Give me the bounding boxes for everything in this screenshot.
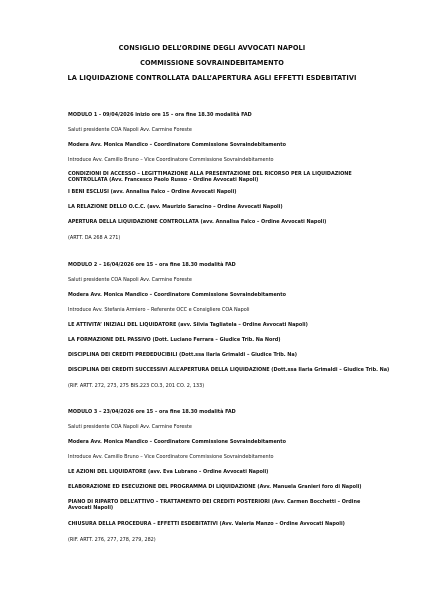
module1-topic-4: APERTURA DELLA LIQUIDAZIONE CONTROLLATA (avv. Annalisa Falco – Ordine Avvocati Napoli)	[68, 219, 327, 225]
module2-topic-2: LA FORMAZIONE DEL PASSIVO (Dott. Luciano Ferrara – Giudice Trib. Na Nord)	[68, 337, 281, 343]
module3-title: MODULO 3 – 23/04/2026 ore 15 – ora fine 18.30 modalità FAD	[68, 409, 236, 415]
module2-moderator: Modera Avv. Monica Mandico – Coordinatore Commissione Sovraindebitamento	[68, 292, 286, 298]
module2-title: MODULO 2 – 16/04/2026 ore 15 – ora fine 18.30 modalità FAD	[68, 262, 236, 268]
module2-references: (RIF. ARTT. 272, 273, 275 BIS.223 CO.3, 201 CO. 2, 133)	[68, 383, 205, 389]
module3-greeting: Saluti presidente COA Napoli Avv. Carmine Foreste	[68, 424, 192, 430]
module1-topic-3: LA RELAZIONE DELLO O.C.C. (avv. Maurizio Saracino – Ordine Avvocati Napoli)	[68, 204, 283, 210]
module3-topic-2: ELABORAZIONE ED ESECUZIONE DEL PROGRAMMA DI LIQUIDAZIONE (Avv. Manuela Granieri foro di Napoli)	[68, 484, 362, 490]
header-line-1: CONSIGLIO DELL’ORDINE DEGLI AVVOCATI NAPOLI	[118, 44, 306, 52]
module3-topic-4: CHIUSURA DELLA PROCEDURA – EFFETTI ESDEBITATIVI (Avv. Valeria Manzo – Ordine Avvocati Napoli)	[68, 521, 345, 527]
module2-greeting: Saluti presidente COA Napoli Avv. Carmine Foreste	[68, 277, 192, 283]
module2-intro: Introduce Avv. Stefania Armiero – Referente OCC e Consigliere COA Napoli	[68, 307, 250, 313]
module2-topic-1: LE ATTIVITA’ INIZIALI DEL LIQUIDATORE (avv. Silvia Tagliatela – Ordine Avvocati Napoli)	[68, 322, 308, 328]
module1-topic-1: CONDIZIONI DI ACCESSO – LEGITTIMAZIONE ALLA PRESENTAZIONE DEL RICORSO PER LA LIQUIDAZIONE CONTROLLATA (Avv. Francesco Paolo Russo – Ordine Avvocati Napoli)	[68, 171, 352, 184]
module3-topic-1: LE AZIONI DEL LIQUIDATORE (avv. Eva Lubrano – Ordine Avvocati Napoli)	[68, 469, 269, 475]
module3-topic-3: PIANO DI RIPARTO DELL’ATTIVO – TRATTAMENTO DEI CREDITI POSTERIORI (Avv. Carmen Bocchetti – Ordine Avvocati Napoli)	[68, 499, 361, 512]
header-line-2: COMMISSIONE SOVRAINDEBITAMENTO	[140, 59, 284, 67]
module1-title: MODULO 1 - 09/04/2026 inizio ore 15 – ora fine 18.30 modalità FAD	[68, 112, 252, 118]
module3-references: (RIF. ARTT. 276, 277, 278, 279, 282)	[68, 537, 156, 543]
module1-moderator: Modera Avv. Monica Mandico – Coordinatore Commissione Sovraindebitamento	[68, 142, 286, 148]
header-line-3: LA LIQUIDAZIONE CONTROLLATA DALL’APERTURA AGLI EFFETTI ESDEBITATIVI	[67, 74, 357, 82]
module1-greeting: Saluti presidente COA Napoli Avv. Carmine Foreste	[68, 127, 192, 133]
module1-references: (ARTT. DA 268 A 271)	[68, 235, 121, 241]
module1-topic-2: I BENI ESCLUSI (avv. Annalisa Falco – Ordine Avvocati Napoli)	[68, 189, 237, 195]
module1-intro: Introduce Avv. Camillo Bruno – Vice Coordinatore Commissione Sovraindebitamento	[68, 157, 274, 163]
module2-topic-4: DISCIPLINA DEI CREDITI SUCCESSIVI ALL’APERTURA DELLA LIQUIDAZIONE (Dott.ssa Ilaria Grimaldi – Giudice Trib. Na)	[68, 367, 390, 373]
module3-moderator: Modera Avv. Monica Mandico – Coordinatore Commissione Sovraindebitamento	[68, 439, 286, 445]
module3-intro: Introduce Avv. Camillo Bruno – Vice Coordinatore Commissione Sovraindebitamento	[68, 454, 274, 460]
module2-topic-3: DISCIPLINA DEI CREDITI PREDEDUCIBILI (Dott.ssa Ilaria Grimaldi – Giudice Trib. Na)	[68, 352, 297, 358]
document-header	[0, 44, 424, 89]
